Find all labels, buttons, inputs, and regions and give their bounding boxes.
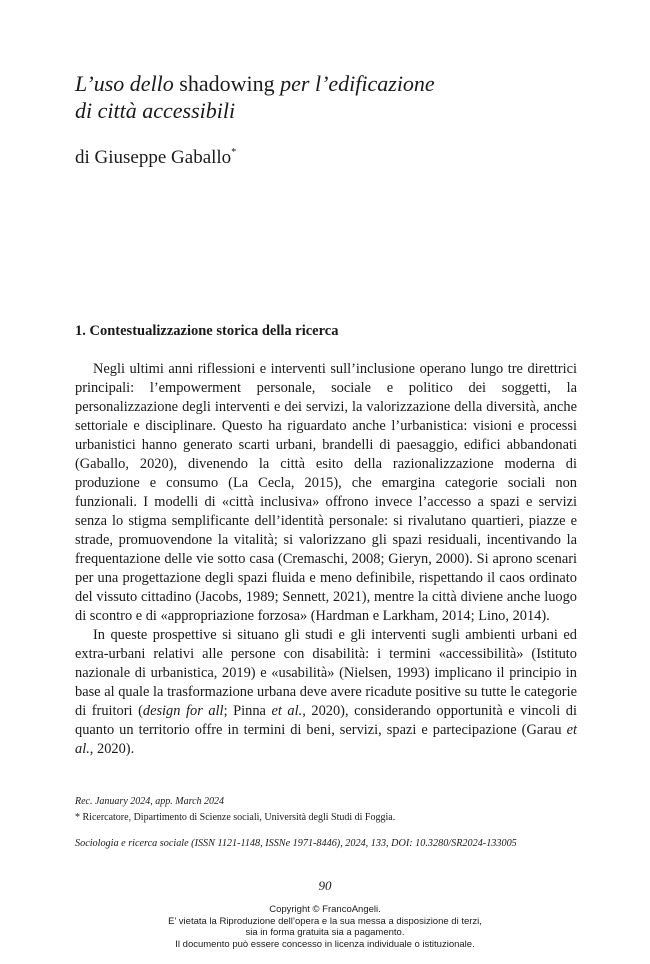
body-text xyxy=(75,360,577,759)
paragraph-2-seg-0: In queste prospettive si situano gli studi e gli interventi sugli ambienti urbani ed extra-urbani relativi alle persone con disabilità: i termini «accessibilità» (Istituto nazionale di urbanistica, 2019) e «usabilità» (Nielsen, 1993) implicano il principio in base al quale la trasformazione urbana deve avere ricadute positive su tutte le categorie di fruitori ( xyxy=(75,627,577,719)
title-part-1: L’uso dello xyxy=(75,71,180,96)
paragraph-1 xyxy=(75,360,577,626)
paragraph-2-seg-6: , 2020). xyxy=(89,741,135,757)
title-line-2: di città accessibili xyxy=(75,98,236,123)
paragraph-2-seg-1: design for all xyxy=(142,703,224,719)
paragraph-2-seg-3: et al. xyxy=(271,703,303,719)
title-line-1 xyxy=(75,70,555,97)
author-footnote-marker: * xyxy=(231,147,237,158)
copyright-line-1: Copyright © FrancoAngeli. xyxy=(269,904,381,915)
paragraph-2-seg-4: , 2020), considerando opportunità e vincoli di quanto un territorio offre in termini di beni, servizi, spazi e partecipazione (Garau xyxy=(75,703,577,738)
paragraph-2 xyxy=(75,626,577,759)
copyright-line-3: sia in forma gratuita sia a pagamento. xyxy=(245,927,405,938)
article-title xyxy=(75,70,555,124)
journal-citation: Sociologia e ricerca sociale (ISSN 1121-1148, ISSNe 1971-8446), 2024, 133, DOI: 10.3280/SR2024-133005 xyxy=(75,838,517,849)
paragraph-2-seg-5: et al. xyxy=(75,722,577,757)
author-footnote: * Ricercatore, Dipartimento di Scienze sociali, Università degli Studi di Foggia. xyxy=(75,812,396,823)
article-metadata xyxy=(75,794,577,825)
paragraph-2-seg-2: ; Pinna xyxy=(223,703,272,719)
copyright-line-2: E’ vietata la Riproduzione dell’opera e la sua messa a disposizione di terzi, xyxy=(168,915,482,927)
page-number: 90 xyxy=(318,878,332,893)
section-heading: 1. Contestualizzazione storica della ricerca xyxy=(75,323,339,339)
author-name: di Giuseppe Gaballo xyxy=(75,147,232,168)
received-date: Rec. January 2024, app. March 2024 xyxy=(75,796,225,807)
title-part-3: per l’edificazione xyxy=(274,71,435,96)
copyright-line-4: Il documento può essere concesso in licenza individuale o istituzionale. xyxy=(175,938,475,950)
author-line xyxy=(75,141,236,170)
paragraph-1-text: Negli ultimi anni riflessioni e interventi sull’inclusione operano lungo tre direttrici principali: l’empowerment personale, sociale e politico dei soggetti, la personalizzazione degli interventi e dei servizi, la valorizzazione della diversità, anche settoriale e disciplinare. Questo ha riguardato anche l’urbanistica: visioni e processi urbanistici hanno generato scarti urbani, brandelli di paesaggio, edifici abbandonati (Gaballo, 2020), divenendo la città esito della razionalizzazione moderna di produzione e consumo (La Cecla, 2015), che emargina categorie sociali non funzionali. I modelli di «città inclusiva» offrono invece l’accesso a spazi e servizi senza lo stigma semplificante dell’identità personale: si rivalutano quartieri, piazze e strade, promuovendone la vitalità; si valorizzano gli spazi residuali, incentivando la frequentazione delle vie sotto casa (Cremaschi, 2008; Gieryn, 2000). Si aprono scenari per una progettazione degli spazi fluida e meno definibile, rispettando il caos ordinato del vissuto cittadino (Jacobs, 1989; Sennett, 2021), mentre la città diviene anche luogo di scontro e di «appropriazione forzosa» (Hardman e Larkham, 2014; Lino, 2014). xyxy=(75,361,577,624)
title-shadowing: shadowing xyxy=(179,71,275,96)
copyright-notice xyxy=(0,904,650,950)
